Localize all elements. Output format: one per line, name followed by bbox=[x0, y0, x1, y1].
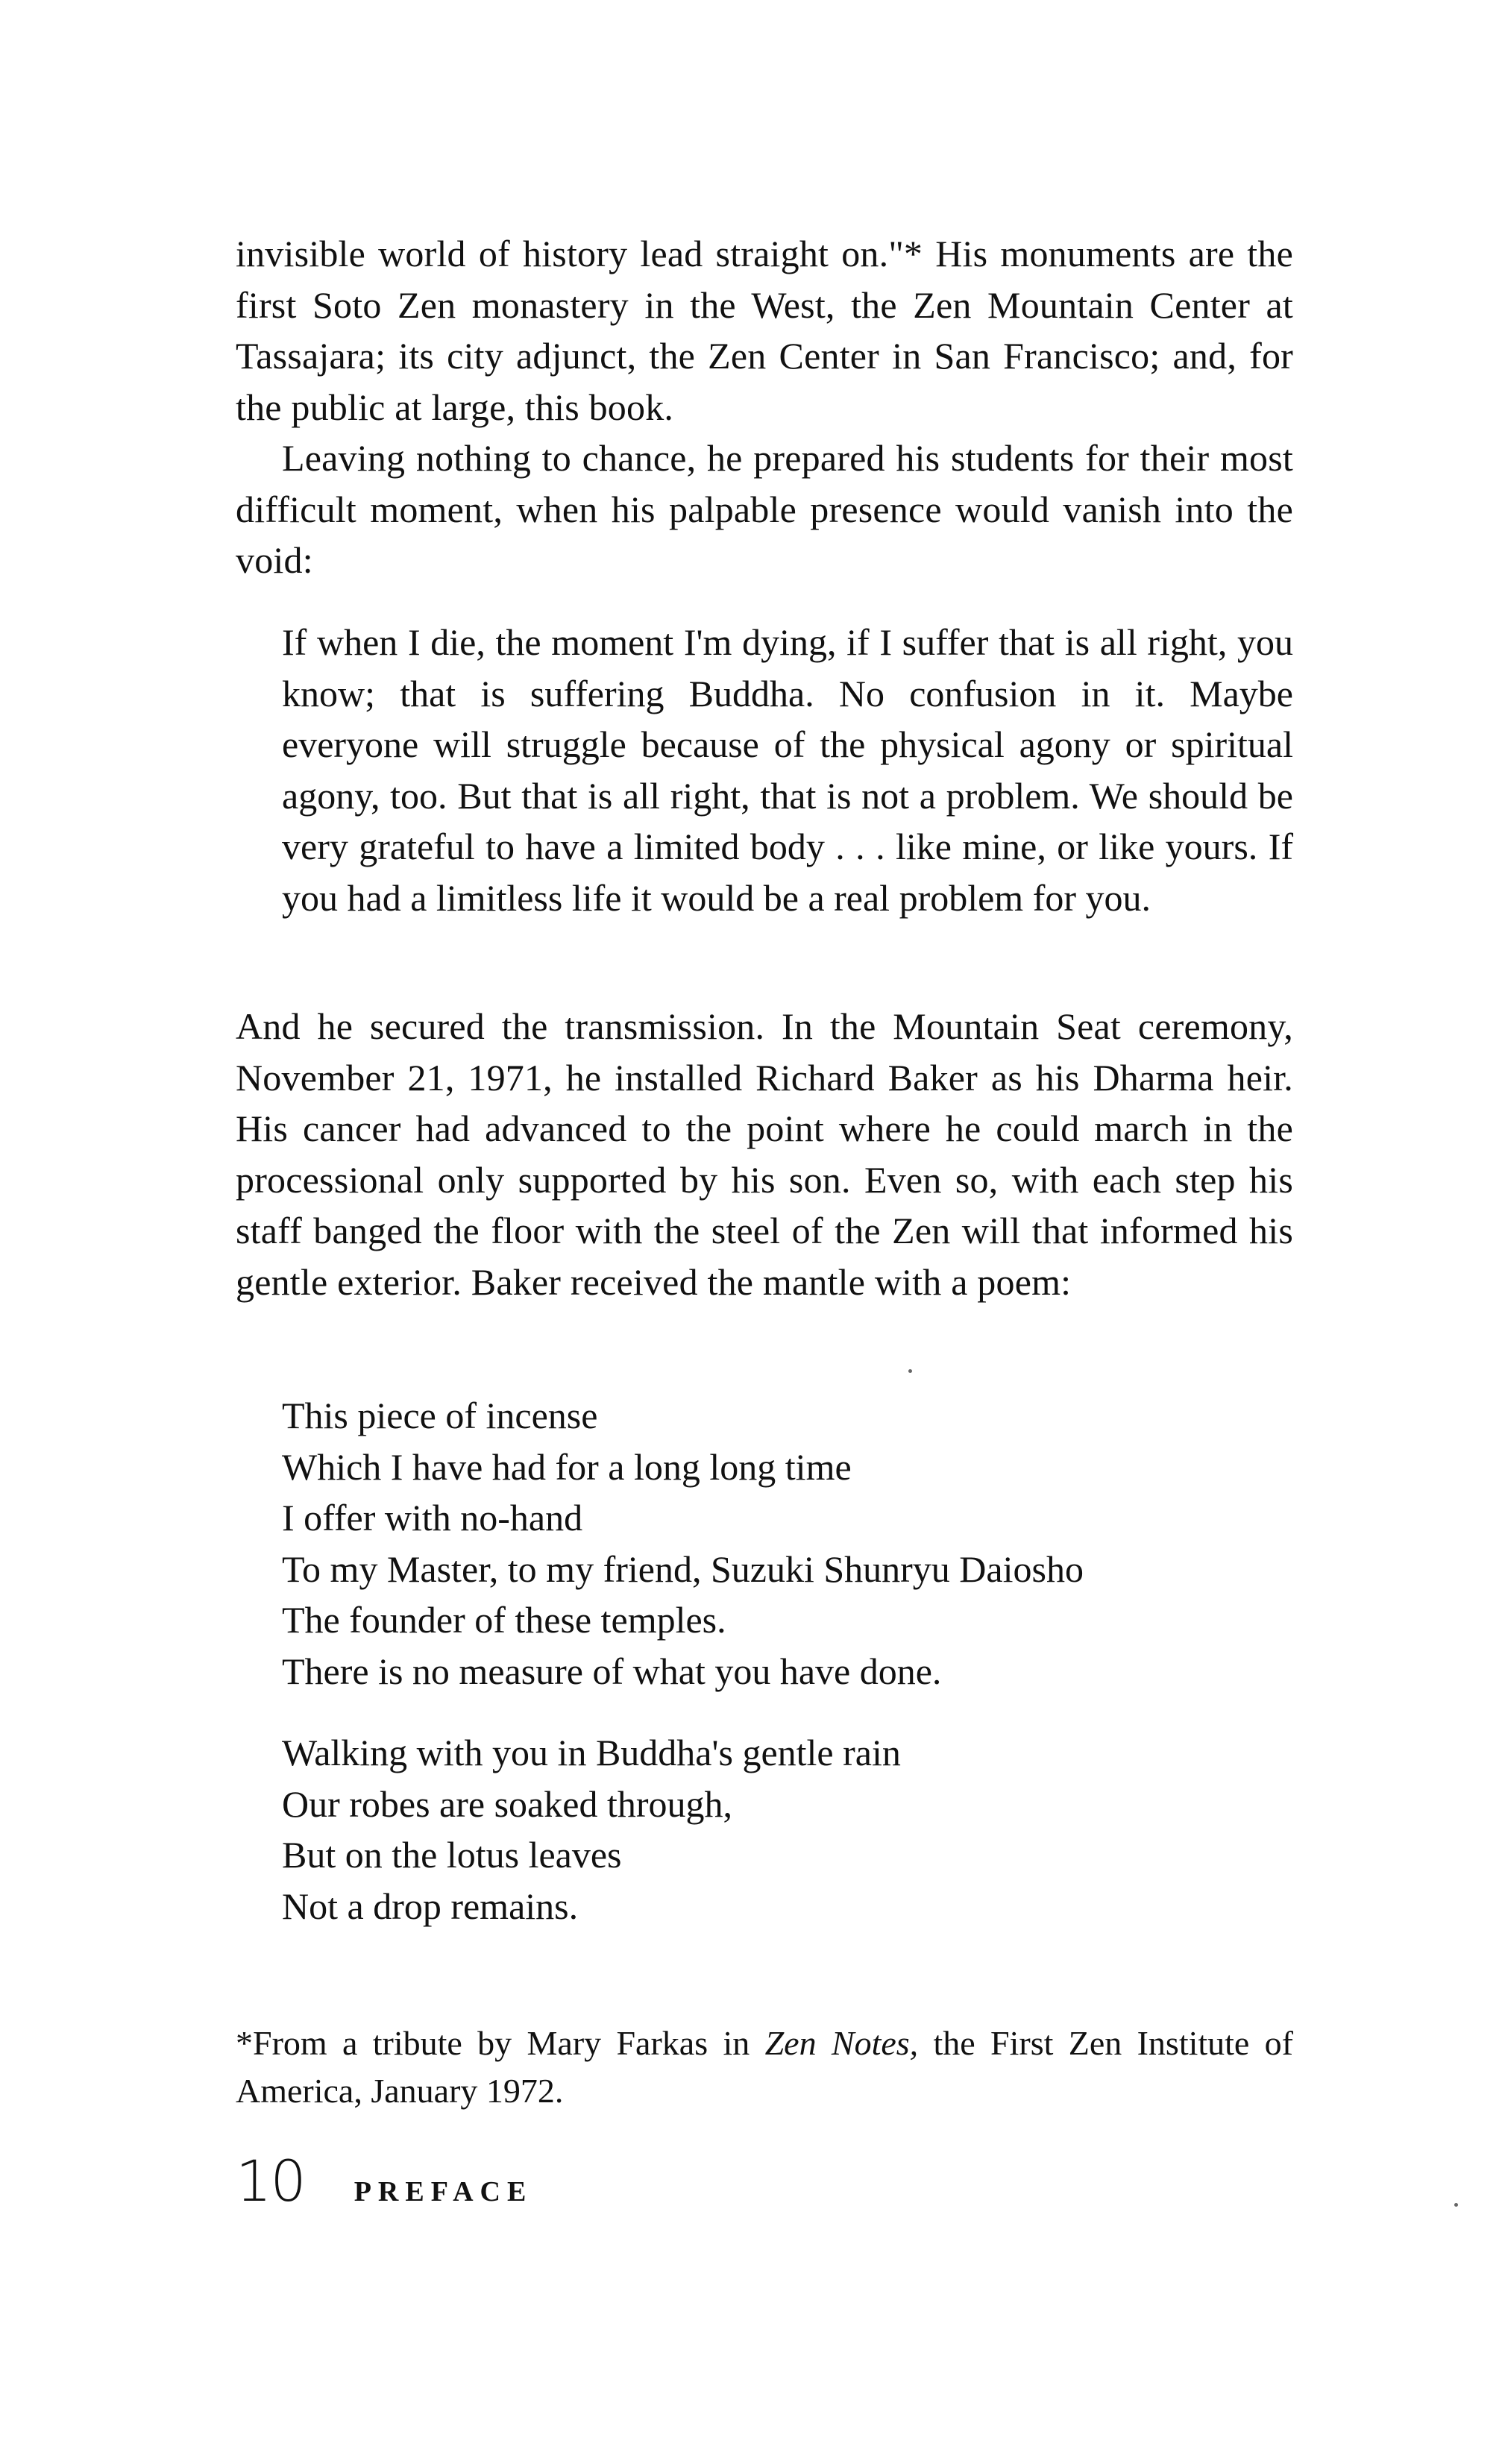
quote-text: If when I die, the moment I'm dying, if I suffer that is all right, you know; that is suffering Buddha. No confusion in it. Maybe everyone will struggle because of the physical agony or spiritual agony, too. But that is all right, that is not a problem. We should be very grateful to have a limited body . . . like mine, or like yours. If you had a limitless life it would be a real problem for you. bbox=[282, 621, 1293, 919]
body-paragraph-2 bbox=[236, 433, 1293, 586]
scan-speck bbox=[1454, 2203, 1458, 2207]
poem-line: Our robes are soaked through, bbox=[282, 1782, 732, 1825]
poem-line: Walking with you in Buddha's gentle rain bbox=[282, 1732, 901, 1773]
poem-line: But on the lotus leaves bbox=[282, 1834, 622, 1876]
page-footer bbox=[236, 2148, 532, 2215]
body-paragraph-3 bbox=[236, 1001, 1293, 1307]
poem-stanza-1 bbox=[282, 1390, 1293, 1697]
body-paragraph-1 bbox=[236, 228, 1293, 433]
poem-line: There is no measure of what you have done. bbox=[282, 1650, 942, 1692]
poem-stanza-2 bbox=[282, 1727, 1293, 1932]
poem-line: The founder of these temples. bbox=[282, 1599, 726, 1641]
poem-line: Which I have had for a long long time bbox=[282, 1445, 852, 1488]
footnote-prefix: *From a tribute by Mary Farkas in bbox=[236, 2024, 765, 2062]
poem-line: Not a drop remains. bbox=[282, 1885, 579, 1927]
running-head: PREFACE bbox=[353, 2176, 533, 2207]
poem-line: I offer with no-hand bbox=[282, 1497, 583, 1539]
poem-line: This piece of incense bbox=[282, 1395, 598, 1436]
paragraph-text: invisible world of history lead straight on."* His monuments are the first Soto Zen monastery in the West, the Zen Mountain Center at Tassajara; its city adjunct, the Zen Center in San Francisco; and, for the public at large, this book. bbox=[236, 233, 1293, 428]
footnote-suffix: the First Zen Institute of America, January 1972. bbox=[236, 2024, 1294, 2110]
poem-line: To my Master, to my friend, Suzuki Shunryu Daiosho bbox=[282, 1547, 1084, 1590]
paragraph-text: Leaving nothing to chance, he prepared his students for their most difficult moment, when his palpable presence would vanish into the void: bbox=[236, 437, 1293, 581]
footnote bbox=[236, 2020, 1293, 2115]
block-quote bbox=[282, 617, 1293, 923]
page-number: 10 bbox=[236, 2148, 305, 2214]
paragraph-text: And he secured the transmission. In the Mountain Seat ceremony, November 21, 1971, he installed Richard Baker as his Dharma heir. His cancer had advanced to the point where he could march in the processional only supported by his son. Even so, with each step his staff banged the floor with the steel of the Zen will that informed his gentle exterior. Baker received the mantle with a poem: bbox=[236, 1005, 1293, 1303]
scan-speck bbox=[908, 1369, 912, 1373]
footnote-publication-title: Zen Notes, bbox=[764, 2024, 919, 2062]
